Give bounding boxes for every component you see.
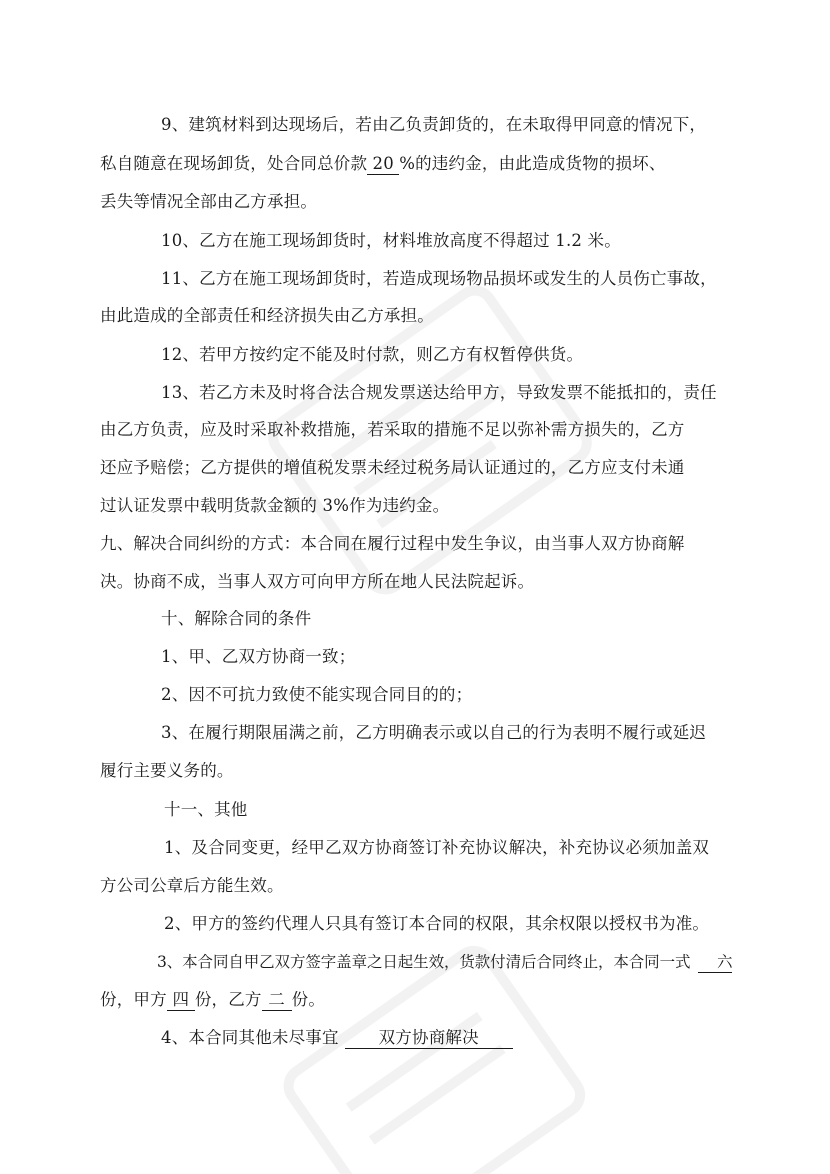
section-11-heading: 十一、其他	[164, 800, 248, 819]
text-segment: 份，甲方	[100, 990, 167, 1009]
section-11-item-1-line-2: 方公司公章后方能生效。	[100, 876, 284, 895]
party-a-copies-blank: 四	[167, 990, 195, 1011]
clause-9-line-1: 9、建筑材料到达现场后，若由乙负责卸货的，在未取得甲同意的情况下，	[161, 115, 707, 134]
clause-13-line-4: 过认证发票中载明货款金额的 3%作为违约金。	[100, 496, 450, 515]
clause-10: 10、乙方在施工现场卸货时，材料堆放高度不得超过 1.2 米。	[161, 231, 621, 250]
section-10-item-2: 2、因不可抗力致使不能实现合同目的的；	[161, 685, 473, 704]
section-9-line-1: 九、解决合同纠纷的方式：本合同在履行过程中发生争议，由当事人双方协商解	[100, 534, 685, 553]
clause-12: 12、若甲方按约定不能及时付款，则乙方有权暂停供货。	[161, 345, 584, 364]
section-11-item-3-line-1	[157, 950, 732, 974]
clause-11-line-1: 11、乙方在施工现场卸货时，若造成现场物品损坏或发生的人员伤亡事故，	[161, 269, 717, 288]
text-segment: %的违约金，由此造成货物的损坏、	[399, 154, 666, 173]
clause-13-line-2: 由乙方负责，应及时采取补救措施，若采取的措施不足以弥补需方损失的，乙方	[100, 420, 685, 439]
clause-9-line-2	[100, 152, 666, 176]
section-9-line-2: 决。协商不成，当事人双方可向甲方所在地人民法院起诉。	[100, 572, 535, 591]
party-b-copies-blank: 二	[262, 990, 292, 1011]
section-11-item-4	[161, 1026, 513, 1050]
section-10-item-1: 1、甲、乙双方协商一致；	[161, 647, 356, 666]
penalty-percent-blank: 20	[367, 154, 399, 175]
section-11-item-3-line-2	[100, 988, 325, 1012]
text-segment: 私自随意在现场卸货，处合同总价款	[100, 154, 368, 173]
text-segment: 份。	[291, 990, 326, 1009]
section-11-item-2: 2、甲方的签约代理人只具有签订本合同的权限，其余权限以授权书为准。	[164, 914, 710, 933]
clause-11-line-2: 由此造成的全部责任和经济损失由乙方承担。	[100, 306, 434, 325]
text-segment: 份，乙方	[194, 990, 262, 1009]
text-segment: 4、本合同其他未尽事宜	[161, 1028, 339, 1047]
clause-9-line-3: 丢失等情况全部由乙方承担。	[100, 192, 318, 211]
other-matters-blank: 双方协商解决	[345, 1028, 513, 1049]
section-10-item-3-line-1: 3、在履行期限届满之前，乙方明确表示或以自己的行为表明不履行或延迟	[161, 723, 707, 742]
copies-total-blank: 六	[698, 952, 732, 973]
section-11-item-1-line-1: 1、及合同变更，经甲乙双方协商签订补充协议解决，补充协议必须加盖双	[164, 838, 710, 857]
text-segment: 3、本合同自甲乙双方签字盖章之日起生效，货款付清后合同终止，本合同一式	[157, 953, 691, 971]
clause-13-line-1: 13、若乙方未及时将合法合规发票送达给甲方，导致发票不能抵扣的，责任	[161, 383, 717, 402]
section-10-heading: 十、解除合同的条件	[161, 609, 312, 628]
clause-13-line-3: 还应予赔偿；乙方提供的增值税发票未经过税务局认证通过的，乙方应支付未通	[100, 458, 685, 477]
section-10-item-3-line-2: 履行主要义务的。	[100, 761, 234, 780]
